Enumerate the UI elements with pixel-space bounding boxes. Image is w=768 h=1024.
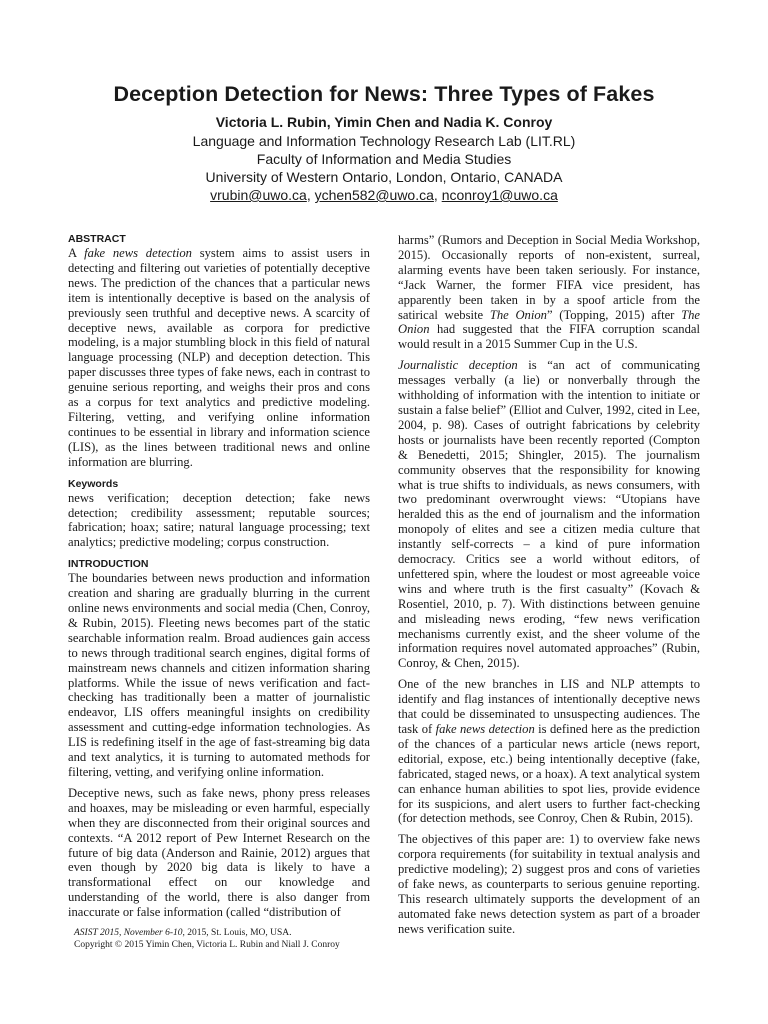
introduction-paragraph-2: Deceptive news, such as fake news, phony press releases and hoaxes, may be misleading or even harmful, especially when they are disconnected from their original sources and contexts. “A 2012 report of Pew Internet Research on the future of big data (Anderson and Rainie, 2012) argues that even though by 2020 big data is likely to have a transformational effect on our knowledge and understanding of the world, there is also danger from inaccurate or false information (called “distribution of xyxy=(68,785,370,920)
email-link-conroy[interactable]: nconroy1@uwo.ca xyxy=(441,187,558,203)
email-separator: , xyxy=(306,187,315,203)
right-column xyxy=(398,233,700,937)
paper-header xyxy=(0,80,768,204)
keywords-heading: Keywords xyxy=(68,477,119,490)
keywords-text: news verification; deception detection; fake news detection; credibility assessment; reputable sources; fabrication; hoax; satire; natural language processing; text analytics; predictive modeling; corpus construction. xyxy=(68,490,370,550)
conference-line xyxy=(74,927,340,939)
email-link-chen[interactable]: ychen582@uwo.ca xyxy=(314,187,434,203)
abstract-text: system aims to assist users in detecting and filtering out varieties of potentially deceptive news. The prediction of the chances that a particular news item is intentionally deceptive is based on the analysis of previously seen truthful and deceptive news. A scarcity of deceptive news, available as corpora for predictive modeling, is a major stumbling block in this field of natural language processing (NLP) and deception detection. This paper discusses three types of fake news, each in contrast to genuine serious reporting, and weighs their pros and cons as a corpus for text analytics and predictive modeling. Filtering, vetting, and verifying online information continues to be essential in library and information science (LIS), as the lines between traditional news and online information are blurring. xyxy=(68,246,370,469)
right-paragraph-3 xyxy=(398,677,700,826)
left-column xyxy=(68,233,370,920)
body-text: One of the new branches in LIS and NLP attempts to identify and flag instances of intentionally deceptive news that could be disseminated to unsuspecting audiences. The task of xyxy=(398,677,700,736)
conference-name: ASIST 2015, November 6-10 xyxy=(74,928,183,938)
body-text: harms” (Rumors and Deception in Social Media Workshop, 2015). Occasionally reports of non-existent, surreal, alarming events have been taken seriously. For instance, “Jack Warner, the former FIFA vice president, has apparently been taken in by a spoof article from the satirical website xyxy=(398,233,700,322)
affiliation-faculty: Faculty of Information and Media Studies xyxy=(256,151,512,167)
email-link-rubin[interactable]: vrubin@uwo.ca xyxy=(210,187,307,203)
abstract-heading: ABSTRACT xyxy=(68,233,126,245)
affiliation-lab: Language and Information Technology Research Lab (LIT.RL) xyxy=(192,133,576,149)
copyright-line: Copyright © 2015 Yimin Chen, Victoria L. Rubin and Niall J. Conroy xyxy=(74,940,340,950)
email-separator: , xyxy=(433,187,442,203)
body-emphasis: The Onion xyxy=(489,307,547,322)
abstract-paragraph xyxy=(68,246,370,470)
introduction-paragraph-1: The boundaries between news production and information creation and sharing are gradually blurring in the current online news environments and social media (Chen, Conroy, & Rubin, 2015). Fleeting news becomes part of the static searchable information realm. Broad audiences gain access to news through traditional search engines, digital forms of mainstream news channels and citizen information sharing platforms. While the issue of news verification and fact-checking has traditionally been a matter of journalistic endeavor, LIS offers meaningful insights on credibility assessment and cutting-edge information technologies. As LIS is redefining itself in the age of fast-streaming big data and text analytics, it is turning to automated methods for filtering, vetting, and verifying online information. xyxy=(68,571,370,779)
paper-title: Deception Detection for News: Three Types of Fakes xyxy=(113,82,655,106)
body-text: is “an act of communicating messages verbally (a lie) or nonverbally through the withholding of information with the intention to initiate or sustain a false belief” (Elliot and Culver, 1992, cited in Lee, 2004, p. 98). Cases of outright fabrications by celebrity hosts or journalists have been recently reported (Compton & Benedetti, 2015; Shingler, 2015). The journalism community observes that the responsibility for knowing what is true shifts to individuals, as news consumers, with two predominant overwrought views: “Utopians have heralded this as the end of journalism and the information monopoly of elites and see a citizen media culture that instantly self-corrects – a kind of pure information democracy. Critics see a world without editors, of unfettered spin, where the loudest or most agreeable voice wins and where truth is the first casualty” (Kovach & Rosentiel, 2010, p. 7). With distinctions between genuine and misleading news eroding, “few news verification mechanisms currently exist, and the sheer volume of the information requires novel automated approaches” (Rubin, Conroy, & Chen, 2015). xyxy=(398,358,700,671)
right-paragraph-1 xyxy=(398,233,700,352)
introduction-heading: INTRODUCTION xyxy=(68,558,149,571)
body-text: is defined here as the prediction of the chances of a particular news article (news report, editorial, expose, etc.) being intentionally deceptive (fake, fabricated, staged news, or a hoax). A text analytical system can enhance human abilities to spot lies, provide evidence for its suspicions, and alert users to further fact-checking (for detection methods, see Conroy, Chen & Rubin, 2015). xyxy=(398,722,700,826)
abstract-emphasis: fake news detection xyxy=(84,246,192,260)
right-paragraph-2 xyxy=(398,358,700,671)
body-emphasis: The Onion xyxy=(398,307,700,337)
conference-details: , 2015, St. Louis, MO, USA. xyxy=(182,928,292,938)
body-emphasis: Journalistic deception xyxy=(398,358,518,373)
affiliation-university: University of Western Ontario, London, Ontario, CANADA xyxy=(205,169,563,185)
body-emphasis: fake news detection xyxy=(435,722,535,736)
right-paragraph-4: The objectives of this paper are: 1) to overview fake news corpora requirements (for suitability in textual analysis and predictive modeling); 2) suggest pros and cons of varieties of fake news, as counterparts to serious genuine reporting. This research ultimately supports the development of an automated fake news detection system as part of a broader news verification suite. xyxy=(398,832,700,936)
body-text: ” (Topping, 2015) after xyxy=(546,307,682,322)
body-text: had suggested that the FIFA corruption scandal would result in a 2015 Summer Cup in the U.S. xyxy=(398,322,700,352)
copyright-footer xyxy=(74,927,340,951)
author-list: Victoria L. Rubin, Yimin Chen and Nadia K. Conroy xyxy=(215,114,553,130)
abstract-text: A xyxy=(68,246,85,260)
author-emails xyxy=(0,186,768,204)
